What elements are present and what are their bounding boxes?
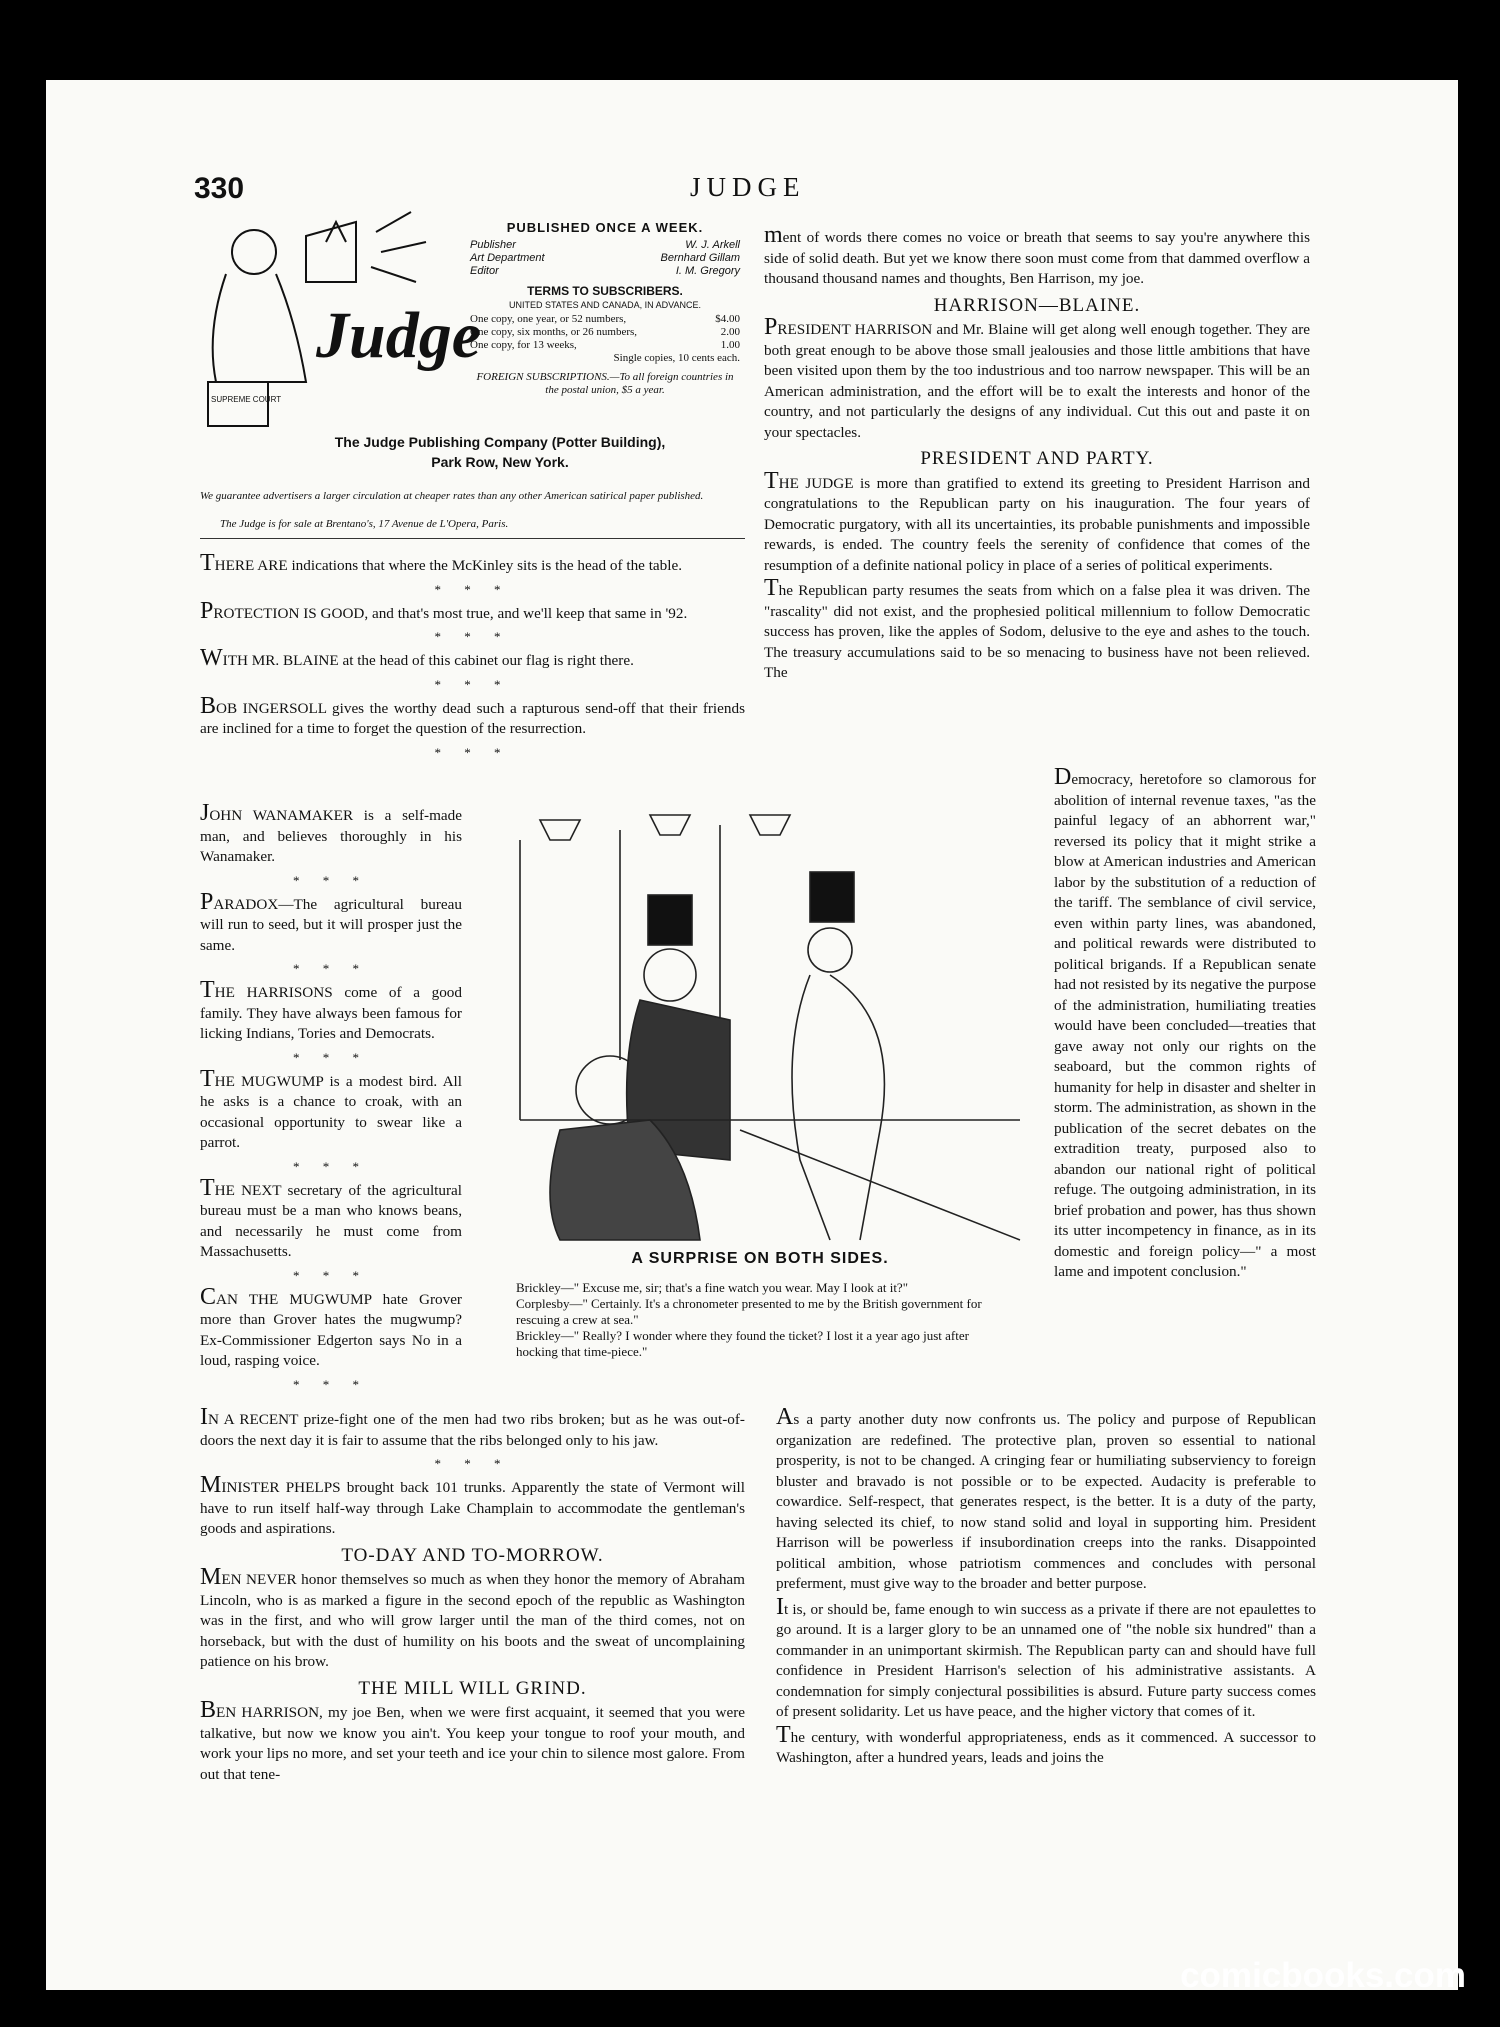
paragraph: PRESIDENT HARRISON and Mr. Blaine will get along well enough together. They are both great enough to be above those small jealousies and those little ambitions that have been visited upon them by the too industrious and too narrow newspaper. This will be an American administration, and the effort will be to exalt the interests and honor of the country, and not particularly the designs of any individual. Cut this out and paste it on your spectacles.	[764, 314, 1310, 441]
stars-divider: * * *	[293, 872, 369, 888]
rate-price: 2.00	[720, 326, 740, 338]
left-narrow-column	[200, 800, 462, 1399]
supreme-court-box	[208, 382, 268, 426]
right-narrow-column	[1054, 764, 1316, 1288]
paragraph: THE HARRISONS come of a good family. They have always been famous for licking Indians, Tories and Democrats.	[200, 977, 462, 1042]
published-line: PUBLISHED ONCE A WEEK.	[506, 220, 704, 235]
paragraph: It is, or should be, fame enough to win success as a private if there are not epaulettes to go around. It is a larger glory to be an unnamed one of "the noble six hundred" than a commander in an unimportant skirmish. The Republican party can and should have full confidence in President Harrison's selection of his administrative assistants. A condemnation for simply conjectural possibilities is absurd. Future party success comes of present solidarity. Let us have peace, and the higher victory that comes of it.	[776, 1593, 1316, 1720]
guarantee-note: We guarantee advertisers a larger circulation at cheaper rates than any other American satirical paper published.	[200, 490, 704, 502]
judge-head	[232, 230, 276, 274]
paragraph: As a party another duty now confronts us. The policy and purpose of Republican organization are redefined. The protective plan, proven so essential to national prosperity, is not to be changed. A cringing fear or humiliating subserviency to foreign bluster and bravado is not possible or to be expected. Audacity is preferable to cowardice. Self-respect, that generates respect, is the better. It is a duty of the party, having selected its chief, to now stand solid and loyal in supporting him. President Harrison will be powerless if insubordination creeps into the ranks. Disappointed political ambition, whose patriotism commences and concludes with personal preferment, must give way to the broader and better purpose.	[776, 1404, 1316, 1592]
paragraph-continued: Democracy, heretofore so clamorous for abolition of internal revenue taxes, "as the painful legacy of an abhorrent war," reversed its policy that it might strike a blow at American industries and American labor by the substitution of a reduction of the tariff. The semblance of civil service, even within party lines, was abandoned, and political rewards were distributed to political brigands. If a Republican senate had not resisted by its negative the purpose of the administration, humiliating treaties would have been concluded—treaties that gave away not only our rights on the seaboard, but the common rights of humanity for help in disaster and shelter in storm. The administration, as shown in the publication of the secret debates on the extradition treaty, purposed also to abandon our national right of political refuge. The outgoing administration, in its brief probation and power, has thus shown its utter incompetency in finance, as in its domestic and foreign policy—" a most lame and impotent conclusion."	[1054, 764, 1316, 1280]
publisher-company: The Judge Publishing Company (Potter Building),	[334, 434, 666, 450]
stars-divider: * * *	[293, 961, 369, 976]
stars-divider: * * *	[293, 1376, 369, 1392]
rate-label: One copy, six months, or 26 numbers,	[470, 326, 638, 338]
paragraph-continued: ment of words there comes no voice or breath that seems to say you're anywhere this side of solid death. But yet we know there soon must come from that dammed overflow a thousand thousand names and thoughts, Ben Harrison, my joe.	[764, 222, 1310, 287]
left-column-bottom	[200, 1404, 745, 1790]
stars-divider: * * *	[293, 1158, 369, 1174]
staff-name: Bernhard Gillam	[660, 252, 740, 264]
stars-divider: * * *	[434, 581, 511, 597]
staff-role: Art Department	[470, 252, 545, 264]
paragraph: MINISTER PHELPS brought back 101 trunks. Apparently the state of Vermont will have to run itself half-way through Lake Champlain to accommodate the gentleman's goods and aspirations.	[200, 1472, 745, 1537]
left-column-top	[200, 550, 745, 767]
section-heading: HARRISON—BLAINE.	[933, 294, 1141, 316]
foreign-subscriptions: FOREIGN SUBSCRIPTIONS.—To all foreign countries in the postal union, $5 a year.	[476, 371, 734, 396]
paragraph: MEN NEVER honor themselves so much as when they honor the memory of Abraham Lincoln, who is as marked a figure in the second epoch of the republic as Washington was in the first, and who will grow larger until the man of the third comes, not on horseback, but with the dust of humility on his boots and the sweat of uncomplaining patience on his brow.	[200, 1564, 745, 1670]
top-hat	[648, 895, 692, 945]
stars-divider: * * *	[293, 1267, 369, 1283]
paragraph: PROTECTION IS GOOD, and that's most true, and we'll keep that same in '92.	[200, 597, 688, 624]
publisher-address: Park Row, New York.	[431, 454, 569, 470]
staff-name: W. J. Arkell	[685, 239, 740, 251]
rate-price: $4.00	[715, 313, 740, 325]
right-column-bottom	[776, 1404, 1316, 1774]
paragraph: WITH MR. BLAINE at the head of this cabinet our flag is right there.	[200, 645, 634, 671]
cartoon-illustration	[500, 800, 1020, 1250]
right-column-top	[764, 222, 1310, 689]
caption-line: Brickley—" Really? I wonder where they found the ticket? I lost it a year ago just after hocking that time-piece."	[516, 1328, 969, 1359]
supreme-court-label: SUPREME COURT	[211, 395, 282, 404]
paragraph: The century, with wonderful appropriateness, ends as it commenced. A successor to Washington, after a hundred years, leads and joins the	[776, 1721, 1316, 1766]
watermark: comicbooks.com	[1180, 1956, 1466, 1995]
paragraph: THE JUDGE is more than gratified to extend its greeting to President Harrison and congratulations to the Republican party on his inauguration. The four years of Democratic purgatory, with all its uncertainties, its probable punishments and impossible rewards, is ended. The country feels the serenity of confidence that comes of the resumption of a definite national policy in place of a series of political experiments.	[764, 467, 1310, 574]
stars-divider: * * *	[434, 1456, 511, 1471]
stars-divider: * * *	[293, 1049, 369, 1065]
paragraph: The Republican party resumes the seats from which on a false plea it was driven. The "rascality" did not exist, and the prophesied political millennium to follow Democratic success has proven, like the apples of Sodom, delusive to the eye and ashes to the touch. The treasury accumulations said to be so menacing to business have not been relieved. The	[764, 575, 1310, 681]
paragraph: PARADOX—The agricultural bureau will run to seed, but it will prosper just the same.	[200, 888, 462, 954]
page-number: 330	[194, 172, 245, 205]
page-title: JUDGE	[690, 172, 806, 202]
terms-title: TERMS TO SUBSCRIBERS.	[527, 284, 683, 298]
paragraph: THE MUGWUMP is a modest bird. All he asks is a chance to croak, with an occasional opportunity to swear like a parrot.	[200, 1065, 462, 1151]
terms-subtitle: UNITED STATES AND CANADA, IN ADVANCE.	[508, 300, 702, 310]
staff-role: Editor	[470, 265, 499, 277]
caption-line: Brickley—" Excuse me, sir; that's a fine watch you wear. May I look at it?"	[516, 1280, 909, 1295]
stars-divider: * * *	[434, 676, 511, 692]
section-heading: PRESIDENT AND PARTY.	[920, 448, 1154, 469]
paragraph: CAN THE MUGWUMP hate Grover more than Grover hates the mugwump? Ex-Commissioner Edgerton says No in a loud, rasping voice.	[200, 1283, 462, 1369]
sale-note: The Judge is for sale at Brentano's, 17 Avenue de L'Opera, Paris.	[220, 518, 509, 530]
judge-logo-illustration	[196, 212, 481, 434]
stars-divider: * * *	[434, 744, 511, 760]
staff-role: Publisher	[470, 239, 516, 251]
caption-line: Corplesby—" Certainly. It's a chronometer presented to me by the British government for rescuing a crew at sea."	[516, 1296, 982, 1327]
staff-name: I. M. Gregory	[675, 265, 740, 277]
paragraph: BEN HARRISON, my joe Ben, when we were first acquaint, it seemed that you were talkative, but now we know you ain't. You keep your tongue to roof your mouth, and work your lips no more, and set your teeth and ice your chin to silence most galore. From out that tene-	[200, 1697, 745, 1783]
cartoon-caption	[516, 1280, 1006, 1360]
single-copies: Single copies, 10 cents each.	[613, 352, 740, 364]
masthead-divider	[200, 538, 745, 539]
paragraph: THERE ARE indications that where the McKinley sits is the head of the table.	[200, 550, 683, 576]
paragraph: BOB INGERSOLL gives the worthy dead such a rapturous send-off that their friends are inclined for a time to forget the question of the resurrection.	[200, 692, 745, 737]
cartoon-title: A SURPRISE ON BOTH SIDES.	[631, 1250, 889, 1267]
rate-label: One copy, one year, or 52 numbers,	[470, 313, 627, 325]
paragraph: THE NEXT secretary of the agricultural bureau must be a man who knows beans, and necessarily he must come from Massachusetts.	[200, 1174, 462, 1260]
section-heading: TO-DAY AND TO-MORROW.	[341, 1544, 604, 1566]
rate-label: One copy, for 13 weeks,	[470, 339, 577, 351]
section-heading: THE MILL WILL GRIND.	[358, 1677, 587, 1699]
stars-divider: * * *	[434, 629, 511, 644]
judge-robe	[213, 274, 306, 382]
judge-logo-text: Judge	[316, 299, 481, 372]
rate-price: 1.00	[720, 339, 740, 351]
paragraph: IN A RECENT prize-fight one of the men had two ribs broken; but as he was out-of-doors the next day it is fair to assume that the ribs belonged only to his jaw.	[200, 1404, 745, 1449]
paragraph: JOHN WANAMAKER is a self-made man, and believes thoroughly in his Wanamaker.	[200, 800, 462, 865]
